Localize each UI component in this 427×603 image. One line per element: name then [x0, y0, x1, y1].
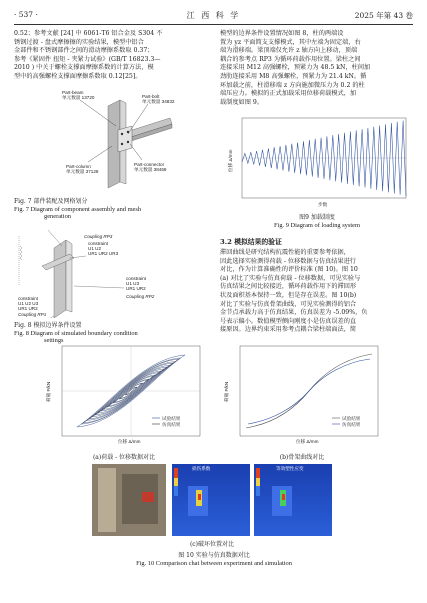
text-line: 因此选择实验测得荷载 - 位移数据与仿真结果进行 — [220, 257, 356, 265]
label-dof: UR1 UR2 UR3 — [88, 251, 119, 256]
fig7-caption-cn: Fig. 7 部件装配及网格划分 — [14, 198, 88, 205]
text-line: 状及面积基本保持一致，但是存在误差。图 10(b) — [220, 291, 357, 299]
label-bolt-elements: 单元数量 34832 — [142, 99, 175, 104]
running-header — [14, 10, 413, 22]
label-dof: U1 U2 — [88, 246, 102, 251]
right-paragraph-validation — [220, 249, 414, 335]
fig9-caption-cn: 图9 加载制度 — [299, 214, 335, 221]
year-volume: 2025 年第 43 卷 — [354, 11, 413, 20]
text-line: 置为 yz 平面简支支撑模式，其中左端为固定端，右 — [220, 38, 361, 46]
fig10a-hysteresis-chart — [44, 342, 204, 450]
fig10b-skeleton-chart — [222, 342, 382, 450]
label-part-beam: Part-beam — [62, 90, 84, 95]
text-line: 劲肋连接采用 M8 高强螺栓，预紧力为 21.4 kN。循 — [220, 72, 367, 80]
fig10a-legend-experiment: 试验结果 — [162, 416, 181, 421]
damage-contour — [172, 464, 250, 536]
label-dof: U1 U2 U3 — [18, 301, 39, 306]
fig8-caption-cn: Fig. 8 模拟边界条件设置 — [14, 322, 82, 329]
label-column-elements: 单元数量 37128 — [66, 169, 99, 174]
text-line: 号表示偏小。数值模型侧向刚度小是仿真误差的直 — [220, 317, 357, 325]
fig10b-legend-experiment: 试验结果 — [342, 416, 361, 421]
label-dof: UR1 UR2 — [18, 306, 38, 311]
text-line: 0.52；参考文献 [24] 中 6061-T6 铝合金及 S304 不 — [14, 30, 163, 37]
fig10a-plot — [44, 342, 204, 450]
fig10a-legend-simulation: 仿真结果 — [162, 422, 181, 427]
fig10-caption-en: Fig. 10 Comparison chat between experiment and simulation — [136, 559, 292, 567]
fig7-caption-en: Fig. 7 Diagram of component assembly and mesh — [14, 205, 142, 213]
fig8-boundary-figure — [14, 226, 214, 318]
text-line: 耦合的参考点 RP3 为循环荷载作用位置。梁柱之间 — [220, 55, 361, 63]
label-constraint: constraint — [18, 296, 38, 301]
label-beam-elements: 单元数量 13720 — [62, 95, 95, 100]
damage-panel-title: 损伤系数 — [192, 466, 211, 471]
text-line: 型中的高强螺栓支撑面摩擦系数取 0.12[25]。 — [14, 72, 142, 80]
page-number: · 537 · — [14, 10, 38, 19]
text-line: (a) 对比了实验与仿真荷载 - 位移数据，可见实验与 — [220, 274, 361, 282]
fig8-boundary-illustration — [14, 226, 214, 318]
fig10a-ylabel: 荷载 F/kN — [46, 381, 51, 402]
fig9-caption-en: Fig. 9 Diagram of loading system — [274, 221, 360, 229]
fig10c-images — [92, 464, 332, 536]
text-line: 载制度如图 9。 — [220, 98, 264, 106]
label-part-connector: Part-connector — [134, 162, 165, 167]
journal-title: 江 西 科 学 — [186, 11, 241, 20]
label-coupling-rp1: Coupling RP1 — [18, 312, 47, 317]
fig10-caption — [14, 552, 414, 567]
text-line: 模型的边界条件设置情况如图 8，柱的两端设 — [220, 30, 344, 37]
text-line: 环加载之前，柱滑移端 z 方向施加微压力为 0.2 的柱 — [220, 81, 365, 89]
text-line: 仿真结果之间比较接近，循环荷载作用下的滞回形 — [220, 283, 357, 291]
fig7-caption-en-cont: generation — [44, 213, 71, 221]
text-line: 金节点承载力高于仿真结果，仿真误差为 -5.09%，负 — [220, 309, 368, 317]
text-line: 连接采用 M12 高强螺栓，预紧力为 48.5 kN，柱间加 — [220, 64, 371, 72]
label-coupling-rp2: Coupling RP2 — [126, 294, 155, 299]
fig9-loading-chart — [226, 112, 412, 210]
label-part-bolt: Part-bolt — [142, 94, 160, 99]
strain-panel-title: 等效塑性应变 — [276, 466, 304, 471]
label-constraint: constraint — [88, 241, 108, 246]
right-paragraph-boundary — [220, 30, 414, 107]
fig10a-xlabel: 位移 Δ/mm — [118, 439, 141, 444]
text-line: 锈钢过渡 - 盘式摩擦擦的实验结果，模型中铝合 — [14, 38, 144, 46]
fig8-caption-en-cont: settings — [44, 337, 64, 345]
fig10c-subcaption: (c)破坏位置对比 — [189, 541, 235, 548]
text-line: 金部件和不锈钢部件之间的滑动摩擦系数取 0.37； — [14, 47, 154, 55]
fig10b-legend-simulation: 仿真结果 — [342, 422, 361, 427]
fig10b-plot — [222, 342, 382, 450]
label-connector-elements: 单元数量 38468 — [134, 167, 167, 172]
label-constraint: constraint — [126, 276, 146, 281]
text-line: 参考《紧固件 扭矩 - 夹紧力试验》(GB/T 16823.3— — [14, 55, 161, 63]
text-line: 2010 ) 中关于螺栓支撑面摩擦系数的计算方法，模 — [14, 64, 154, 72]
text-line: 对比了实验与仿真骨架曲线，可见实验测得的铝合 — [220, 300, 357, 308]
plastic-strain-contour — [254, 464, 332, 536]
text-line: 端压应力。模拟的正式加载采用位移荷载模式，加 — [220, 90, 357, 98]
fig10-caption-cn: 图 10 实验与仿真数据对比 — [178, 552, 250, 559]
fig9-ylabel: 位移 Δ/mm — [228, 149, 233, 172]
section-heading: 3.2 模拟结果的验证 — [220, 238, 282, 246]
fig10b-ylabel: 荷载 F/kN — [224, 381, 229, 402]
fig8-caption-en: Fig. 8 Diagram of simulated boundary condition — [14, 329, 138, 337]
text-line: 接原因。边界约束采用参考点耦合梁柱端面法，简 — [220, 326, 357, 334]
left-paragraph — [14, 30, 210, 82]
fig7-mesh-illustration — [60, 86, 210, 196]
fig10a-subcaption: (a)荷载 - 位移数据对比 — [92, 454, 156, 461]
fig10b-xlabel: 位移 Δ/mm — [296, 439, 319, 444]
header-rule — [14, 24, 413, 25]
text-line: 滞回曲线是研究结构抗震性能的重要参考依据， — [220, 249, 350, 256]
fig7-caption — [14, 198, 214, 221]
label-coupling-rp3: Coupling RP3 — [84, 234, 113, 239]
text-line: 对比，作为计算准确性的评价标准 (图 10)。图 10 — [220, 266, 358, 274]
label-dof: UR1 UR2 — [126, 286, 146, 291]
label-part-column: Part-column — [66, 164, 91, 169]
fig9-xlabel: 步数 — [318, 202, 328, 207]
fig10c-failure-figure — [92, 464, 332, 536]
fig9-plot — [226, 112, 412, 210]
fig7-assembly-figure — [60, 86, 210, 196]
fig10b-subcaption: (b)骨架曲线对比 — [279, 454, 325, 461]
label-dof: U1 U3 — [126, 281, 140, 286]
fig9-caption — [220, 214, 414, 229]
text-line: 端为滑移端。梁顶端仅允许 z 轴方向上移动，顶端 — [220, 47, 358, 55]
